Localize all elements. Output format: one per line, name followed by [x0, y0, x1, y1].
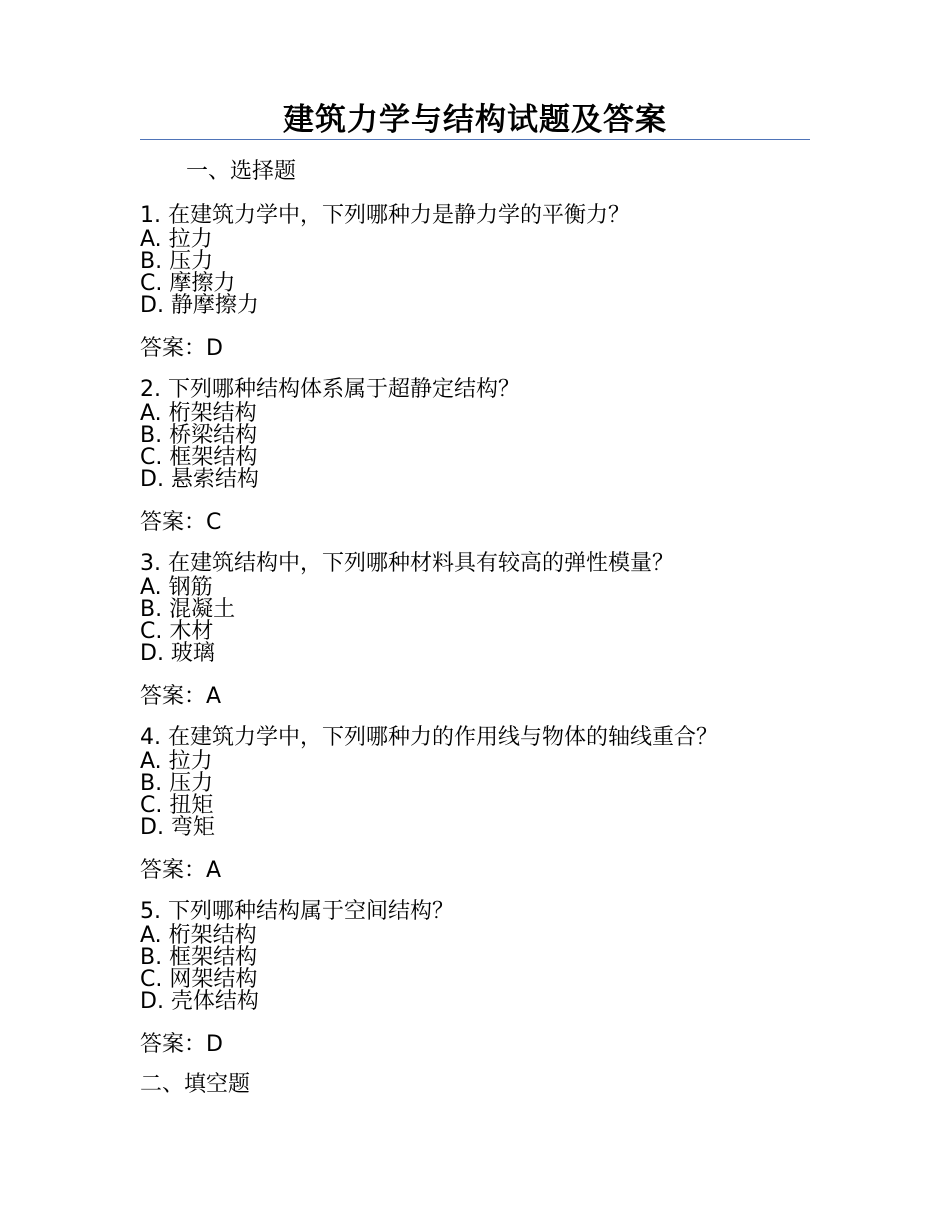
question-stem: 5. 下列哪种结构属于空间结构？ — [140, 899, 454, 924]
section-heading-multiple-choice: 一、选择题 — [186, 159, 297, 184]
question-stem: 2. 下列哪种结构体系属于超静定结构？ — [140, 377, 520, 402]
question-option: D. 悬索结构 — [140, 467, 259, 492]
title-underline — [140, 139, 810, 140]
question-option: D. 玻璃 — [140, 641, 215, 666]
question-option: B. 框架结构 — [140, 945, 258, 970]
question-option: C. 框架结构 — [140, 445, 258, 470]
question-4 — [140, 725, 820, 884]
question-option: A. 桁架结构 — [140, 923, 257, 948]
question-option: C. 扭矩 — [140, 793, 214, 818]
question-2 — [140, 377, 820, 536]
question-option: C. 网架结构 — [140, 967, 258, 992]
question-1 — [140, 203, 820, 362]
question-option: A. 钢筋 — [140, 575, 213, 600]
question-option: C. 木材 — [140, 619, 214, 644]
question-option: B. 桥梁结构 — [140, 423, 258, 448]
question-option: D. 壳体结构 — [140, 989, 259, 1014]
question-option: B. 压力 — [140, 249, 214, 274]
question-stem: 1. 在建筑力学中，下列哪种力是静力学的平衡力？ — [140, 203, 630, 228]
question-5 — [140, 899, 820, 1058]
question-answer: 答案：D — [140, 1032, 223, 1057]
question-stem: 3. 在建筑结构中，下列哪种材料具有较高的弹性模量？ — [140, 551, 674, 576]
question-answer: 答案：A — [140, 858, 222, 883]
question-option: B. 压力 — [140, 771, 214, 796]
question-option: B. 混凝土 — [140, 597, 236, 622]
question-stem: 4. 在建筑力学中，下列哪种力的作用线与物体的轴线重合？ — [140, 725, 718, 750]
question-option: D. 静摩擦力 — [140, 293, 259, 318]
question-option: D. 弯矩 — [140, 815, 215, 840]
document-title: 建筑力学与结构试题及答案 — [283, 102, 667, 138]
question-option: A. 桁架结构 — [140, 401, 257, 426]
question-answer: 答案：D — [140, 336, 223, 361]
question-option: A. 拉力 — [140, 227, 213, 252]
question-option: C. 摩擦力 — [140, 271, 236, 296]
question-answer: 答案：C — [140, 510, 222, 535]
question-3 — [140, 551, 820, 710]
section-heading-fill-in-blank: 二、填空题 — [140, 1072, 251, 1097]
question-option: A. 拉力 — [140, 749, 213, 774]
question-answer: 答案：A — [140, 684, 222, 709]
